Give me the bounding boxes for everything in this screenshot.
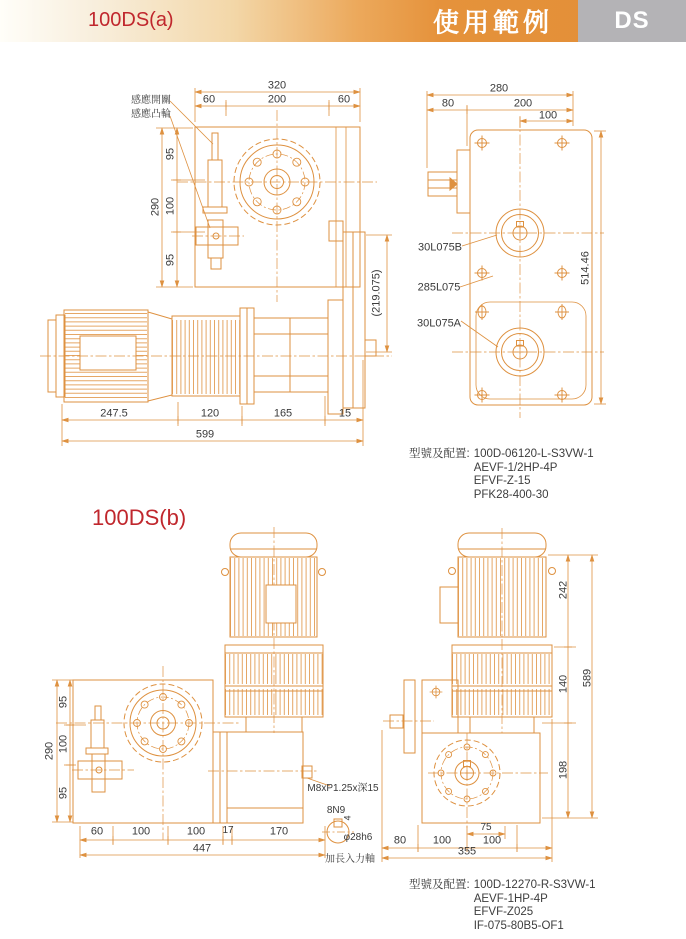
dim-d-height-seg3: 198	[557, 760, 570, 780]
dim-c-length-seg4: 17	[222, 825, 234, 836]
dim-d-height-seg2: 140	[557, 674, 570, 694]
dim-c-height-seg3: 95	[57, 786, 70, 800]
dim-d-width-seg1: 80	[393, 834, 407, 847]
dim-a-length-seg3: 165	[273, 407, 293, 420]
config-b-option1: EFVF-Z025	[473, 906, 534, 918]
dim-a-length-seg4: 15	[338, 407, 352, 420]
drawing-a-front-view	[170, 101, 377, 302]
drawing-c-face-view	[56, 527, 354, 843]
part-label-285l075: 285L075	[417, 281, 461, 294]
drawing-b-plate-view	[428, 116, 604, 418]
dim-d-width-overall: 355	[457, 845, 477, 858]
dim-a-width-seg2: 200	[267, 93, 287, 106]
section-a-title: 100DS(a)	[88, 9, 174, 31]
dim-a-length-seg1: 247.5	[100, 407, 128, 420]
drawing-a-dimensions	[156, 88, 392, 352]
config-a-option1: EFVF-Z-15	[473, 475, 531, 487]
dim-d-width-seg2: 100	[432, 834, 452, 847]
config-block-b	[409, 879, 596, 933]
series-tab-label: DS	[614, 7, 650, 34]
section-b-title: 100DS(b)	[92, 505, 187, 530]
dim-c-length-seg5: 170	[269, 825, 289, 838]
note-tap-size: M8xP1.25x深15	[307, 783, 379, 794]
dim-c-length-overall: 447	[192, 842, 212, 855]
note-shaft-diameter: φ28h6	[343, 832, 373, 843]
dim-a-length-overall: 599	[195, 428, 215, 441]
config-b-label: 型號及配置:	[409, 879, 470, 891]
dim-b-width-seg1: 80	[441, 97, 455, 110]
dim-c-length-seg1: 60	[90, 825, 104, 838]
dim-a-length-seg2: 120	[200, 407, 220, 420]
config-b-motor: AEVF-1HP-4P	[473, 892, 548, 905]
dim-d-width-seg3: 100	[482, 834, 502, 847]
note-key-height: 4	[342, 815, 353, 821]
dim-a-width-seg1: 60	[202, 93, 216, 106]
dim-c-length-seg2: 100	[131, 825, 151, 838]
banner-title: 使用範例	[432, 7, 554, 38]
dim-a-height-seg2: 100	[164, 196, 177, 216]
drawing-a-side-view	[40, 221, 392, 414]
dim-d-height-overall: 589	[581, 668, 594, 688]
dim-c-height-overall: 290	[43, 741, 56, 761]
dim-a-width-seg3: 60	[337, 93, 351, 106]
callout-sensor-cam: 感應凸輪	[131, 109, 171, 120]
dim-d-width-top: 75	[480, 822, 492, 833]
dim-a-height-overall: 290	[149, 197, 162, 217]
config-block-a	[409, 448, 594, 502]
config-a-motor: AEVF-1/2HP-4P	[473, 461, 558, 474]
callout-sensor-switch: 感應開關	[131, 95, 171, 106]
dim-c-height-seg1: 95	[57, 695, 70, 709]
dim-d-height-seg1: 242	[557, 580, 570, 600]
part-label-30l075a: 30L075A	[416, 317, 462, 330]
dim-a-height-seg3: 95	[164, 253, 177, 267]
dim-c-height-seg2: 100	[57, 734, 70, 754]
drawing-d-side-view	[383, 528, 556, 828]
config-b-option2: IF-075-80B5-OF1	[473, 919, 564, 932]
dim-b-height: 514.46	[579, 251, 592, 285]
dim-a-depth: (219.075)	[370, 269, 383, 317]
dim-b-width-overall: 280	[489, 82, 509, 95]
note-key-spec: 8N9	[326, 805, 346, 816]
dim-a-width-overall: 320	[267, 79, 287, 92]
dim-c-length-seg3: 100	[186, 825, 206, 838]
config-a-model: 100D-06120-L-S3VW-1	[473, 448, 594, 460]
config-a-label: 型號及配置:	[409, 448, 470, 460]
dim-a-height-seg1: 95	[164, 147, 177, 161]
note-extended-input-shaft: 加長入力軸	[325, 854, 375, 865]
config-b-model: 100D-12270-R-S3VW-1	[473, 879, 596, 891]
part-label-30l075b: 30L075B	[417, 241, 463, 254]
dim-b-width-seg3: 100	[538, 109, 558, 122]
dim-b-width-seg2: 200	[513, 97, 533, 110]
config-a-option2: PFK28-400-30	[473, 488, 549, 501]
